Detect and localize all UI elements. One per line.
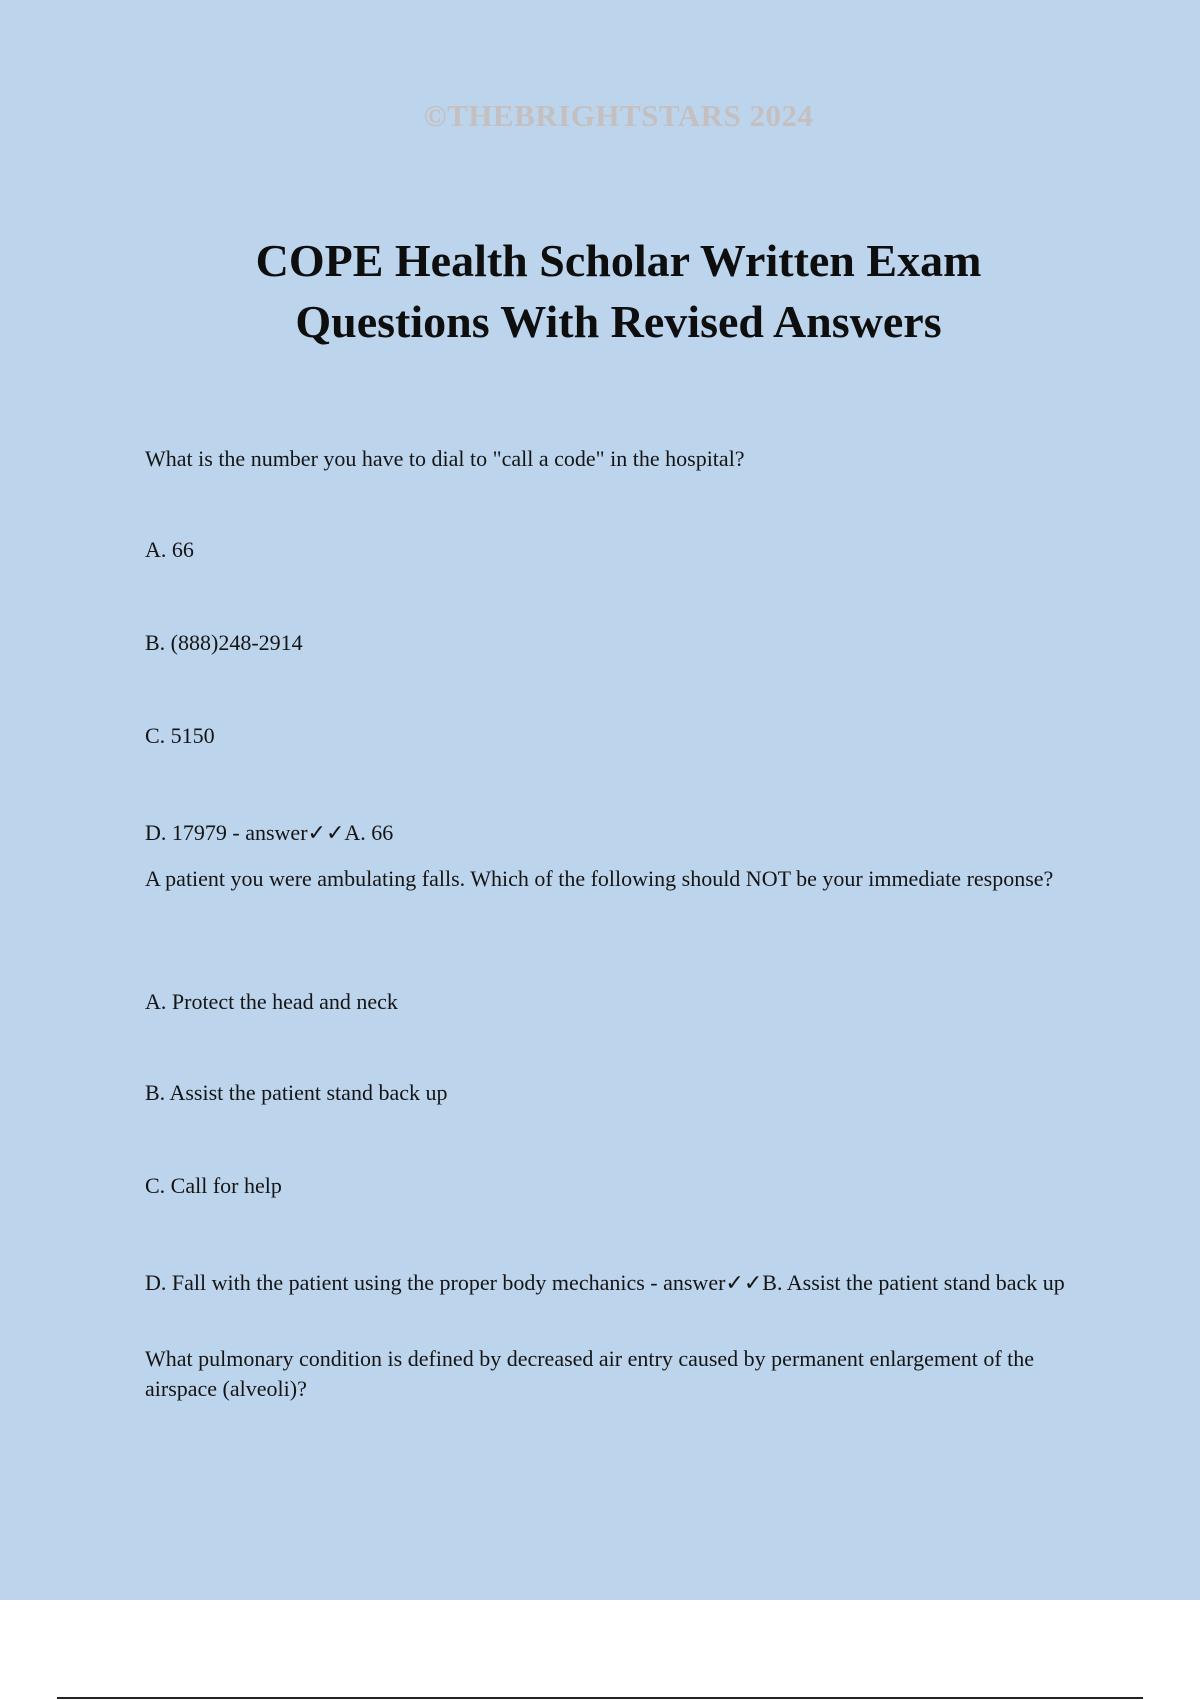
watermark: ©THEBRIGHTSTARS 2024 — [423, 98, 814, 133]
answer-option-with-key: D. Fall with the patient using the proper body mechanics - answer✓✓B. Assist the patient stand back up — [145, 1270, 1065, 1295]
document-title — [0, 230, 1200, 352]
question-text: What is the number you have to dial to "call a code" in the hospital? — [145, 446, 745, 471]
answer-option: B. Assist the patient stand back up — [145, 1080, 448, 1105]
answer-option: A. Protect the head and neck — [145, 989, 398, 1014]
question-text: A patient you were ambulating falls. Which of the following should NOT be your immediate response? — [145, 866, 1054, 891]
title-line-1: COPE Health Scholar Written Exam — [255, 235, 982, 286]
answer-option: B. (888)248-2914 — [145, 630, 303, 655]
answer-option-with-key: D. 17979 - answer✓✓A. 66 — [145, 820, 394, 845]
answer-option: A. 66 — [145, 537, 194, 562]
answer-option: C. Call for help — [145, 1173, 282, 1198]
question-text: What pulmonary condition is defined by decreased air entry caused by permanent enlargement of the airspace (alveoli)? — [145, 1346, 1035, 1401]
answer-option: C. 5150 — [145, 723, 215, 748]
title-line-2: Questions With Revised Answers — [295, 296, 942, 347]
footer-divider — [57, 1697, 1143, 1699]
